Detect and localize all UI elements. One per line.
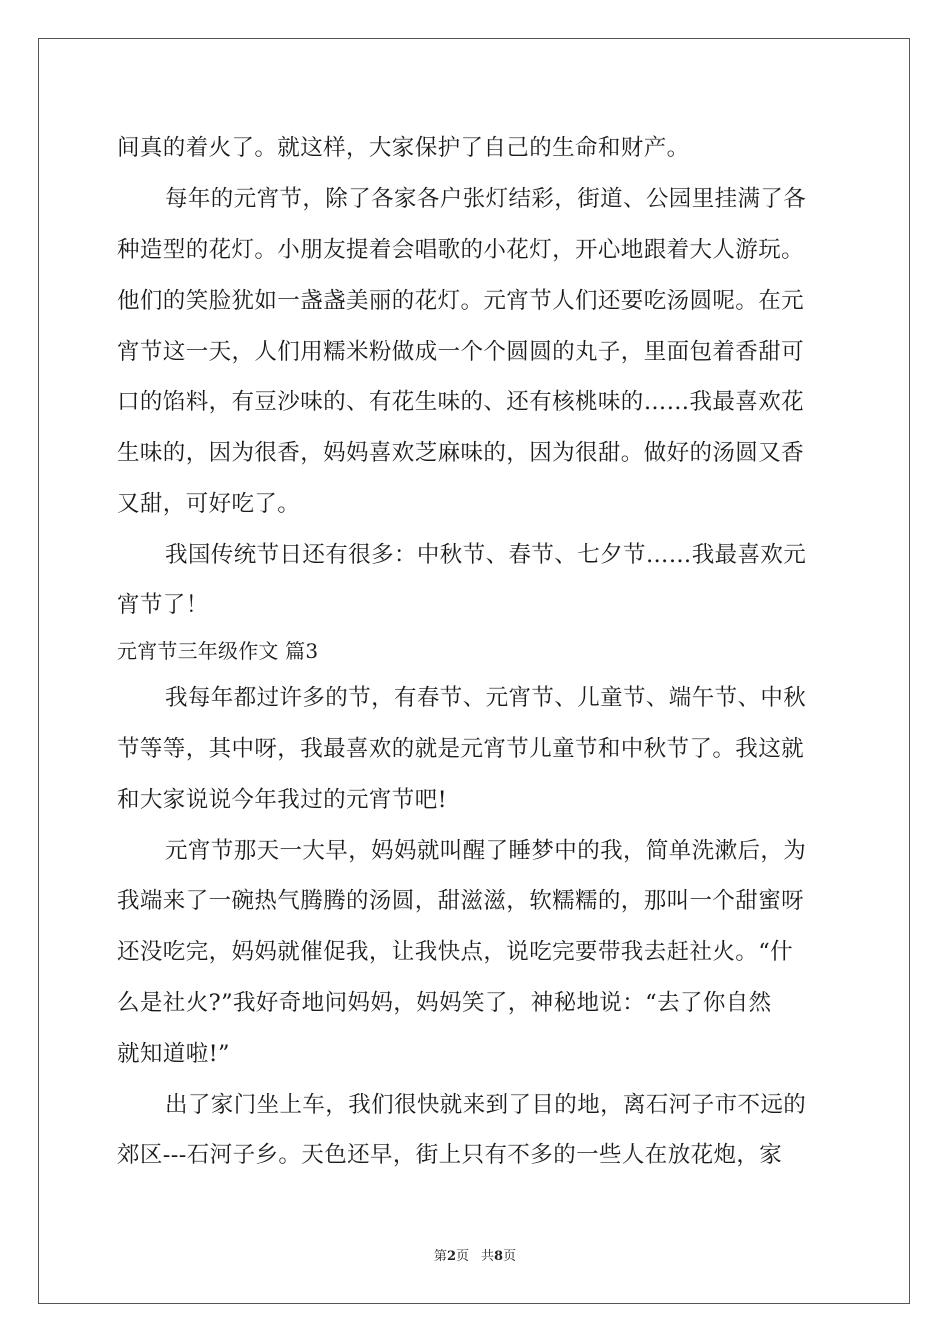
text-line: 就知道啦!” xyxy=(117,1041,230,1067)
page-suffix: 页 xyxy=(455,1249,469,1264)
text-line: 生味的，因为很香，妈妈喜欢芝麻味的，因为很甜。做好的汤圆又香 xyxy=(117,440,805,466)
text-line: 和大家说说今年我过的元宵节吧! xyxy=(117,787,448,813)
section-heading: 元宵节三年级作文 篇3 xyxy=(117,639,319,663)
text-line: 出了家门坐上车，我们很快就来到了目的地，离石河子市不远的 xyxy=(165,1092,807,1118)
total-suffix: 页 xyxy=(503,1249,517,1264)
text-line: 我端来了一碗热气腾腾的汤圆，甜滋滋，软糯糯的，那叫一个甜蜜呀 xyxy=(117,888,805,914)
total-prefix: 共 xyxy=(481,1249,495,1264)
page-total: 8 xyxy=(494,1249,504,1264)
text-line: 节等等，其中呀，我最喜欢的就是元宵节儿童节和中秋节了。我这就 xyxy=(117,736,805,762)
text-line: 又甜，可好吃了。 xyxy=(117,491,301,517)
page-prefix: 第 xyxy=(433,1249,447,1264)
text-line: 么是社火?”我好奇地问妈妈，妈妈笑了，神秘地说：“去了你自然 xyxy=(117,990,772,1016)
page-footer xyxy=(0,1245,950,1264)
text-line: 他们的笑脸犹如一盏盏美丽的花灯。元宵节人们还要吃汤圆呢。在元 xyxy=(117,288,805,314)
text-line: 我每年都过许多的节，有春节、元宵节、儿童节、端午节、中秋 xyxy=(165,685,807,711)
text-line: 口的馅料，有豆沙味的、有花生味的、还有核桃味的……我最喜欢花 xyxy=(117,389,805,415)
text-line: 种造型的花灯。小朋友提着会唱歌的小花灯，开心地跟着大人游玩。 xyxy=(117,237,805,263)
text-line: 我国传统节日还有很多：中秋节、春节、七夕节……我最喜欢元 xyxy=(165,542,807,568)
text-line: 间真的着火了。就这样，大家保护了自己的生命和财产。 xyxy=(117,135,690,161)
text-line: 每年的元宵节，除了各家各户张灯结彩，街道、公园里挂满了各 xyxy=(165,186,807,212)
page-current: 2 xyxy=(446,1249,456,1264)
text-line: 宵节这一天，人们用糯米粉做成一个个圆圆的丸子，里面包着香甜可 xyxy=(117,339,805,365)
text-line: 郊区---石河子乡。天色还早，街上只有不多的一些人在放花炮，家 xyxy=(117,1142,783,1168)
text-line: 元宵节那天一大早，妈妈就叫醒了睡梦中的我，简单洗漱后，为 xyxy=(165,838,807,864)
text-line: 宵节了！ xyxy=(117,592,209,618)
text-line: 还没吃完，妈妈就催促我，让我快点，说吃完要带我去赶社火。“什 xyxy=(117,939,794,965)
